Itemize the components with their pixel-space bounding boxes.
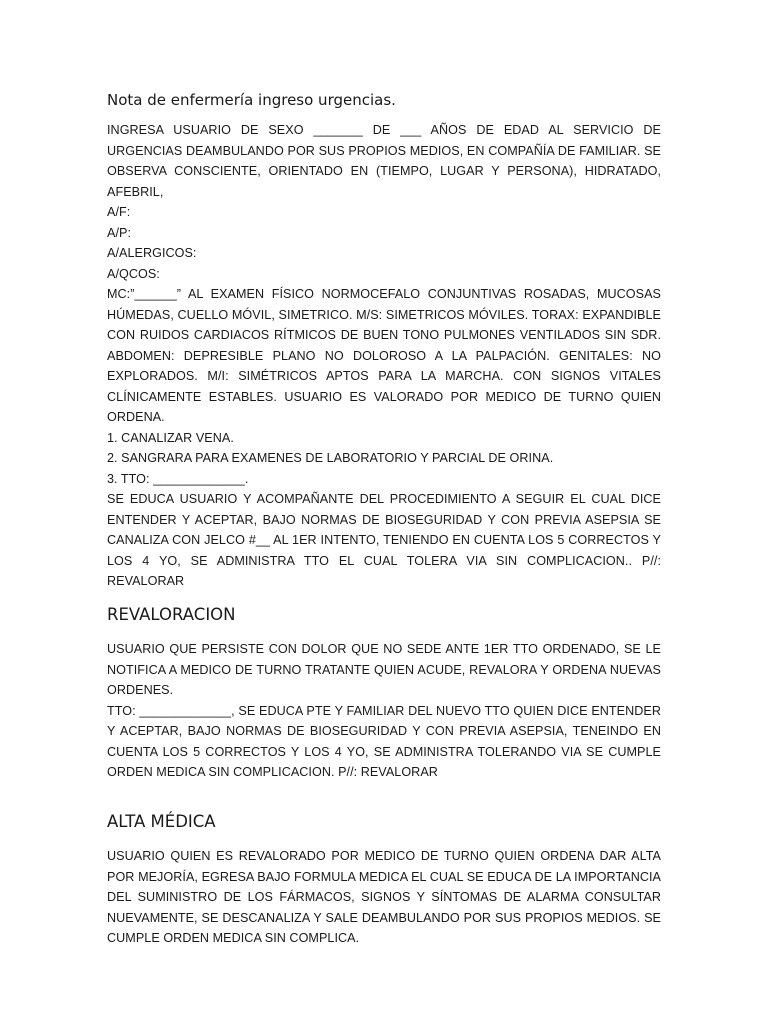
revaloracion-heading: REVALORACION bbox=[107, 604, 236, 624]
field-qcos: A/QCOS: bbox=[107, 266, 160, 281]
ingreso-intro-paragraph: INGRESA USUARIO DE SEXO _______ DE ___ AÑOS DE EDAD AL SERVICIO DE URGENCIAS DEAMBULANDO POR SUS PROPIOS MEDIOS, EN COMPAÑÍA DE FAMILIAR. SE OBSERVA CONSCIENTE, ORIENTADO EN (TIEMPO, LUGAR Y PERSONA), HIDRATADO, AFEBRIL, bbox=[107, 123, 661, 199]
alta-medica-heading: ALTA MÉDICA bbox=[107, 811, 216, 831]
document-page bbox=[107, 88, 661, 949]
alta-medica-paragraph: USUARIO QUIEN ES REVALORADO POR MEDICO DE TURNO QUIEN ORDENA DAR ALTA POR MEJORÍA, EGRESA BAJO FORMULA MEDICA EL CUAL SE EDUCA DE LA IMPORTANCIA DEL SUMINISTRO DE LOS FÁRMACOS, SIGNOS Y SÍNTOMAS DE ALARMA CONSULTAR NUEVAMENTE, SE DESCANALIZA Y SALE DEAMBULANDO POR SUS PROPIOS MEDIOS. SE CUMPLE ORDEN MEDICA SIN COMPLICA. bbox=[107, 849, 661, 946]
order-item: 2. SANGRARA PARA EXAMENES DE LABORATORIO Y PARCIAL DE ORINA. bbox=[107, 451, 554, 465]
field-alergicos: A/ALERGICOS: bbox=[107, 246, 197, 260]
procedimiento-paragraph: SE EDUCA USUARIO Y ACOMPAÑANTE DEL PROCEDIMIENTO A SEGUIR EL CUAL DICE ENTENDER Y ACEPTAR, BAJO NORMAS DE BIOSEGURIDAD Y CON PREVIA ASEPSIA SE CANALIZA CON JELCO #__ AL 1ER INTENTO, TENIENDO EN CUENTA LOS 5 CORRECTOS Y LOS 4 YO, SE ADMINISTRA TTO EL CUAL TOLERA VIA SIN COMPLICACION.. P//: REVALORAR bbox=[107, 492, 661, 588]
order-item: 3. TTO: _____________. bbox=[107, 471, 249, 486]
document-title: Nota de enfermería ingreso urgencias. bbox=[107, 91, 396, 109]
order-item: 1. CANALIZAR VENA. bbox=[107, 430, 234, 445]
revaloracion-tto-paragraph: TTO: _____________, SE EDUCA PTE Y FAMILIAR DEL NUEVO TTO QUIEN DICE ENTENDER Y ACEPTAR, BAJO NORMAS DE BIOSEGURIDAD Y CON PREVIA ASEPSIA, TENEINDO EN CUENTA LOS 5 CORRECTOS Y LOS 4 YO, SE ADMINISTRA TOLERANDO VIA SE CUMPLE ORDEN MEDICA SIN COMPLICACION. P//: REVALORAR bbox=[107, 703, 661, 780]
examen-fisico-paragraph: MC:”______” AL EXAMEN FÍSICO NORMOCEFALO CONJUNTIVAS ROSADAS, MUCOSAS HÚMEDAS, CUELLO MÓVIL, SIMETRICO. M/S: SIMETRICOS MÓVILES. TORAX: EXPANDIBLE CON RUIDOS CARDIACOS RÍTMICOS DE BUEN TONO PULMONES VENTILADOS SIN SDR. ABDOMEN: DEPRESIBLE PLANO NO DOLOROSO A LA PALPACIÓN. GENITALES: NO EXPLORADOS. M/I: SIMÉTRICOS APTOS PARA LA MARCHA. CON SIGNOS VITALES CLÍNICAMENTE ESTABLES. USUARIO ES VALORADO POR MEDICO DE TURNO QUIEN ORDENA. bbox=[107, 287, 661, 424]
field-af: A/F: bbox=[107, 205, 131, 219]
field-ap: A/P: bbox=[107, 225, 131, 240]
revaloracion-paragraph: USUARIO QUE PERSISTE CON DOLOR QUE NO SEDE ANTE 1ER TTO ORDENADO, SE LE NOTIFICA A MEDICO DE TURNO TRATANTE QUIEN ACUDE, REVALORA Y ORDENA NUEVAS ORDENES. bbox=[107, 642, 661, 698]
